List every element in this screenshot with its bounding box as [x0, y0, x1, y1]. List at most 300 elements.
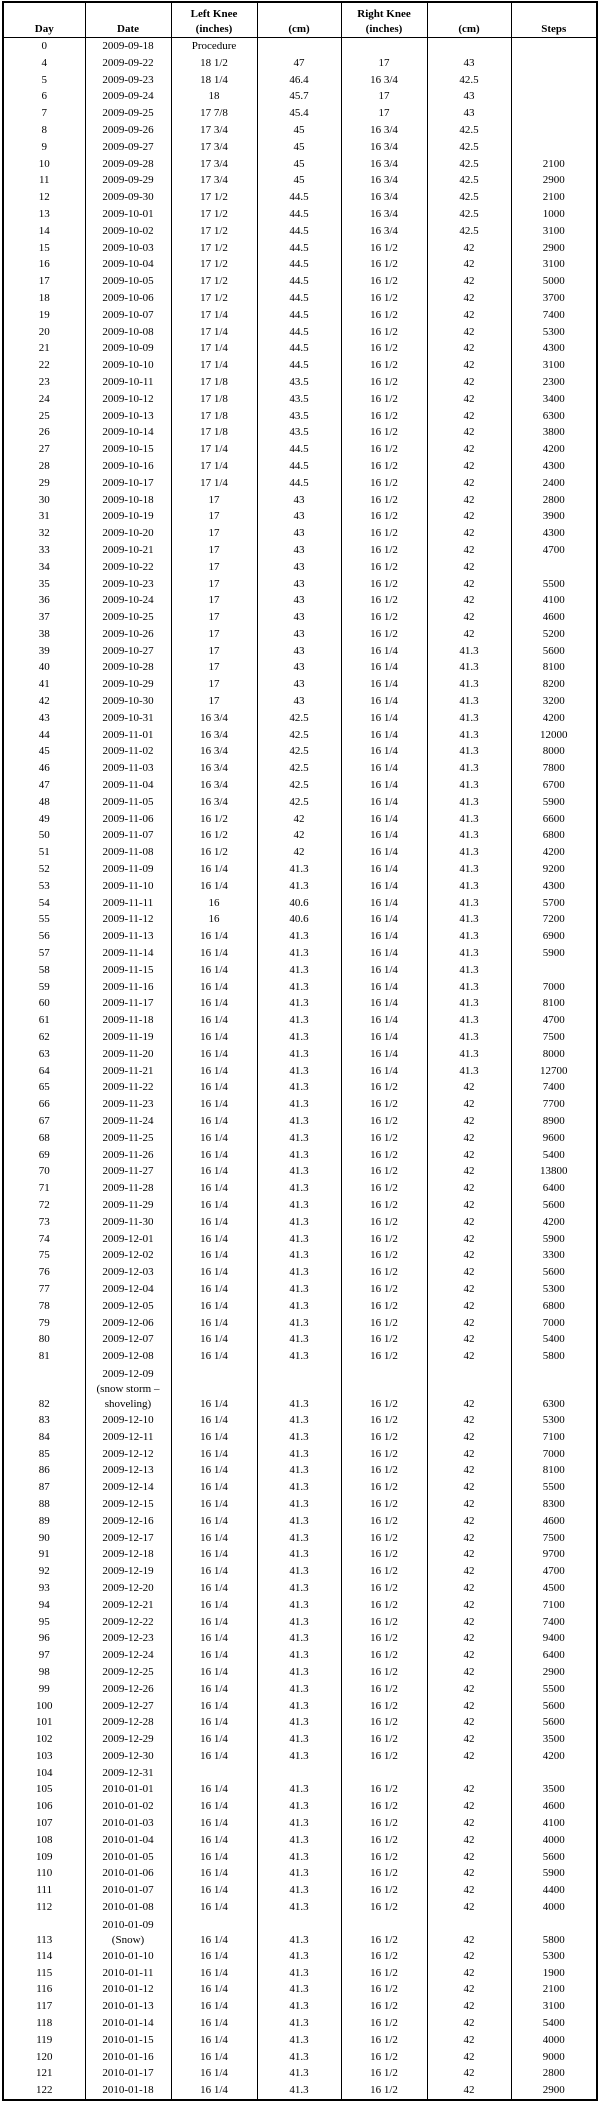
left-knee-inches-cell: Procedure: [171, 38, 257, 55]
day-cell: 8: [3, 122, 85, 139]
day-cell: 70: [3, 1163, 85, 1180]
date-cell: 2009-10-09: [85, 340, 171, 357]
left-knee-inches-cell: 17 3/4: [171, 122, 257, 139]
day-cell: 15: [3, 240, 85, 257]
left-knee-cm-cell: 41.3: [257, 1264, 341, 1281]
date-cell: 2009-12-25: [85, 1664, 171, 1681]
left-knee-inches-cell: 17 3/4: [171, 156, 257, 173]
right-knee-inches-cell: 16 1/4: [341, 811, 427, 828]
steps-cell: [511, 88, 597, 105]
date-cell: 2010-01-04: [85, 1832, 171, 1849]
left-knee-cm-cell: 42.5: [257, 727, 341, 744]
left-knee-inches-cell: 16 1/4: [171, 2015, 257, 2032]
day-cell: 114: [3, 1948, 85, 1965]
steps-cell: 5900: [511, 794, 597, 811]
left-knee-cm-cell: 43: [257, 492, 341, 509]
table-body: [3, 38, 597, 2101]
day-cell: 22: [3, 357, 85, 374]
left-knee-inches-cell: 17 1/8: [171, 424, 257, 441]
day-cell: 23: [3, 374, 85, 391]
steps-cell: 8000: [511, 1046, 597, 1063]
left-knee-cm-cell: 43: [257, 508, 341, 525]
steps-cell: 4000: [511, 1832, 597, 1849]
right-knee-inches-cell: 16 1/2: [341, 1597, 427, 1614]
steps-cell: 7400: [511, 1079, 597, 1096]
right-knee-inches-cell: 16 1/2: [341, 1882, 427, 1899]
day-cell: 95: [3, 1614, 85, 1631]
left-knee-cm-cell: 41.3: [257, 1496, 341, 1513]
right-knee-inches-cell: 16 1/2: [341, 508, 427, 525]
left-knee-cm-cell: 42.5: [257, 760, 341, 777]
date-cell: 2009-11-07: [85, 827, 171, 844]
right-knee-cm-cell: 42: [427, 1231, 511, 1248]
steps-cell: 5200: [511, 626, 597, 643]
left-knee-inches-cell: 17 1/4: [171, 441, 257, 458]
table-row: [3, 1012, 597, 1029]
right-knee-cm-cell: 42: [427, 1748, 511, 1765]
steps-cell: 1000: [511, 206, 597, 223]
day-cell: 52: [3, 861, 85, 878]
right-knee-cm-cell: 41.3: [427, 659, 511, 676]
table-row: [3, 475, 597, 492]
table-row: [3, 172, 597, 189]
right-knee-cm-cell: 42.5: [427, 172, 511, 189]
day-cell: 80: [3, 1331, 85, 1348]
day-cell: 118: [3, 2015, 85, 2032]
day-cell: 121: [3, 2065, 85, 2082]
date-cell: 2009-11-28: [85, 1180, 171, 1197]
left-knee-inches-cell: 16 1/4: [171, 1197, 257, 1214]
right-knee-inches-cell: 17: [341, 105, 427, 122]
left-knee-cm-cell: 41.3: [257, 878, 341, 895]
steps-cell: 9700: [511, 1546, 597, 1563]
day-cell: 81: [3, 1348, 85, 1365]
date-cell: 2009-12-28: [85, 1714, 171, 1731]
right-knee-cm-cell: 41.3: [427, 643, 511, 660]
left-knee-cm-cell: 41.3: [257, 1965, 341, 1982]
steps-cell: 5300: [511, 1948, 597, 1965]
right-knee-inches-cell: 16 1/2: [341, 1130, 427, 1147]
steps-cell: 5400: [511, 1147, 597, 1164]
right-knee-inches-cell: 16 1/2: [341, 542, 427, 559]
date-cell: 2009-12-01: [85, 1231, 171, 1248]
left-knee-cm-cell: 45: [257, 139, 341, 156]
table-row: [3, 1348, 597, 1365]
right-knee-inches-cell: 16 1/2: [341, 1798, 427, 1815]
steps-cell: 12000: [511, 727, 597, 744]
right-knee-cm-cell: 42: [427, 1412, 511, 1429]
date-cell: 2009-10-04: [85, 256, 171, 273]
left-knee-cm-cell: 44.5: [257, 357, 341, 374]
left-knee-cm-cell: 43.5: [257, 391, 341, 408]
steps-cell: [511, 72, 597, 89]
steps-cell: 4200: [511, 441, 597, 458]
right-knee-cm-cell: 42: [427, 1446, 511, 1463]
table-row: [3, 844, 597, 861]
right-knee-cm-cell: 42: [427, 1563, 511, 1580]
right-knee-cm-cell: [427, 38, 511, 55]
table-row: [3, 1264, 597, 1281]
left-knee-inches-cell: 16 1/4: [171, 1798, 257, 1815]
right-knee-cm-cell: 42: [427, 1214, 511, 1231]
right-knee-cm-cell: 42: [427, 1197, 511, 1214]
date-cell: 2009-11-30: [85, 1214, 171, 1231]
left-knee-cm-cell: 41.3: [257, 1348, 341, 1365]
table-row: [3, 156, 597, 173]
right-knee-cm-cell: 42: [427, 1496, 511, 1513]
column-header-day: Day: [3, 2, 85, 38]
steps-cell: 5600: [511, 1698, 597, 1715]
right-knee-cm-cell: 42: [427, 1815, 511, 1832]
steps-cell: 12700: [511, 1063, 597, 1080]
right-knee-inches-cell: 16 1/4: [341, 962, 427, 979]
left-knee-cm-cell: 41.3: [257, 1247, 341, 1264]
left-knee-inches-cell: 16 1/4: [171, 1029, 257, 1046]
date-cell: 2009-12-22: [85, 1614, 171, 1631]
left-knee-cm-cell: 43.5: [257, 424, 341, 441]
left-knee-cm-cell: 42.5: [257, 743, 341, 760]
right-knee-inches-cell: 16 1/2: [341, 559, 427, 576]
left-knee-cm-cell: 41.3: [257, 2015, 341, 2032]
right-knee-inches-cell: 16 1/2: [341, 1948, 427, 1965]
day-cell: 109: [3, 1849, 85, 1866]
left-knee-cm-cell: 41.3: [257, 928, 341, 945]
header-row: [3, 2, 597, 38]
date-cell: 2009-12-07: [85, 1331, 171, 1348]
left-knee-inches-cell: 16 1/4: [171, 1130, 257, 1147]
right-knee-cm-cell: 42: [427, 576, 511, 593]
left-knee-cm-cell: 43: [257, 542, 341, 559]
left-knee-cm-cell: 43: [257, 643, 341, 660]
right-knee-inches-cell: 16 3/4: [341, 206, 427, 223]
day-cell: 19: [3, 307, 85, 324]
table-row: [3, 1180, 597, 1197]
right-knee-cm-cell: 43: [427, 105, 511, 122]
day-cell: 67: [3, 1113, 85, 1130]
day-cell: 26: [3, 424, 85, 441]
day-cell: 16: [3, 256, 85, 273]
day-cell: 6: [3, 88, 85, 105]
right-knee-inches-cell: 16 1/4: [341, 844, 427, 861]
left-knee-inches-cell: 16 1/4: [171, 1731, 257, 1748]
right-knee-cm-cell: 42: [427, 1180, 511, 1197]
right-knee-inches-cell: 16 1/2: [341, 1899, 427, 1916]
right-knee-cm-cell: 42: [427, 1781, 511, 1798]
left-knee-cm-cell: 41.3: [257, 1046, 341, 1063]
date-cell: 2009-12-02: [85, 1247, 171, 1264]
left-knee-inches-cell: 17 7/8: [171, 105, 257, 122]
steps-cell: 5500: [511, 576, 597, 593]
right-knee-cm-cell: 42: [427, 1315, 511, 1332]
right-knee-inches-cell: 16 1/2: [341, 1681, 427, 1698]
left-knee-cm-cell: 41.3: [257, 1899, 341, 1916]
right-knee-cm-cell: 42.5: [427, 189, 511, 206]
table-row: [3, 38, 597, 55]
right-knee-inches-cell: 16 1/4: [341, 693, 427, 710]
table-row: [3, 710, 597, 727]
left-knee-inches-cell: 16 3/4: [171, 794, 257, 811]
steps-cell: [511, 38, 597, 55]
left-knee-inches-cell: 16 1/4: [171, 928, 257, 945]
steps-cell: 7400: [511, 1614, 597, 1631]
day-cell: 99: [3, 1681, 85, 1698]
day-cell: 7: [3, 105, 85, 122]
steps-cell: 5400: [511, 2015, 597, 2032]
day-cell: 106: [3, 1798, 85, 1815]
left-knee-cm-cell: [257, 38, 341, 55]
right-knee-cm-cell: 42: [427, 1298, 511, 1315]
right-knee-inches-cell: 16 1/2: [341, 1781, 427, 1798]
date-cell: 2009-12-13: [85, 1462, 171, 1479]
left-knee-inches-cell: 17 3/4: [171, 139, 257, 156]
date-cell: 2009-09-30: [85, 189, 171, 206]
day-cell: 41: [3, 676, 85, 693]
table-row: [3, 1546, 597, 1563]
right-knee-inches-cell: 16 1/2: [341, 492, 427, 509]
table-row: [3, 911, 597, 928]
right-knee-inches-cell: 16 1/4: [341, 1029, 427, 1046]
right-knee-cm-cell: 42: [427, 1365, 511, 1412]
table-row: [3, 1197, 597, 1214]
day-cell: 76: [3, 1264, 85, 1281]
right-knee-cm-cell: 42: [427, 1130, 511, 1147]
right-knee-inches-cell: 16 3/4: [341, 156, 427, 173]
day-cell: 87: [3, 1479, 85, 1496]
date-cell: 2009-10-26: [85, 626, 171, 643]
date-cell: 2010-01-01: [85, 1781, 171, 1798]
right-knee-cm-cell: 42: [427, 1580, 511, 1597]
day-cell: 63: [3, 1046, 85, 1063]
right-knee-cm-cell: 42: [427, 1899, 511, 1916]
right-knee-cm-cell: 42: [427, 1597, 511, 1614]
right-knee-inches-cell: 16 1/4: [341, 760, 427, 777]
left-knee-cm-cell: 43: [257, 525, 341, 542]
left-knee-cm-cell: 41.3: [257, 945, 341, 962]
date-cell: 2009-11-02: [85, 743, 171, 760]
right-knee-cm-cell: 42: [427, 1630, 511, 1647]
right-knee-inches-cell: 16 1/4: [341, 727, 427, 744]
left-knee-cm-cell: 41.3: [257, 2032, 341, 2049]
steps-cell: 7000: [511, 1446, 597, 1463]
table-row: [3, 307, 597, 324]
date-cell: 2009-12-31: [85, 1765, 171, 1782]
right-knee-cm-cell: 42.5: [427, 139, 511, 156]
steps-cell: 8200: [511, 676, 597, 693]
table-row: [3, 643, 597, 660]
day-cell: 36: [3, 592, 85, 609]
left-knee-cm-cell: 41.3: [257, 1365, 341, 1412]
right-knee-inches-cell: 16 1/4: [341, 861, 427, 878]
left-knee-cm-cell: 43: [257, 676, 341, 693]
day-cell: 122: [3, 2082, 85, 2100]
steps-cell: 4700: [511, 1563, 597, 1580]
left-knee-inches-cell: 16 1/4: [171, 1214, 257, 1231]
left-knee-cm-cell: 40.6: [257, 911, 341, 928]
right-knee-inches-cell: 16 3/4: [341, 72, 427, 89]
day-cell: 89: [3, 1513, 85, 1530]
left-knee-inches-cell: 17 1/2: [171, 189, 257, 206]
left-knee-cm-cell: 41.3: [257, 962, 341, 979]
right-knee-cm-cell: 42: [427, 1429, 511, 1446]
steps-cell: 6300: [511, 1365, 597, 1412]
date-cell: 2010-01-11: [85, 1965, 171, 1982]
right-knee-cm-cell: 41.3: [427, 1063, 511, 1080]
right-knee-inches-cell: 16 1/4: [341, 1046, 427, 1063]
left-knee-cm-cell: 41.3: [257, 1748, 341, 1765]
table-row: [3, 340, 597, 357]
left-knee-inches-cell: 17 3/4: [171, 172, 257, 189]
left-knee-inches-cell: 16 1/4: [171, 2049, 257, 2066]
right-knee-cm-cell: 42: [427, 307, 511, 324]
date-cell: 2009-12-27: [85, 1698, 171, 1715]
table-row: [3, 878, 597, 895]
left-knee-cm-cell: 41.3: [257, 1029, 341, 1046]
left-knee-inches-cell: 16 1/2: [171, 811, 257, 828]
left-knee-inches-cell: 16 1/4: [171, 1981, 257, 1998]
day-cell: 86: [3, 1462, 85, 1479]
right-knee-inches-cell: 16 1/2: [341, 592, 427, 609]
left-knee-inches-cell: 16 1/4: [171, 2065, 257, 2082]
date-cell: 2009-12-20: [85, 1580, 171, 1597]
date-cell: 2009-11-19: [85, 1029, 171, 1046]
steps-cell: 2100: [511, 156, 597, 173]
left-knee-inches-cell: 16 1/4: [171, 1331, 257, 1348]
right-knee-inches-cell: 16 1/4: [341, 1063, 427, 1080]
right-knee-cm-cell: 42: [427, 256, 511, 273]
day-cell: 107: [3, 1815, 85, 1832]
left-knee-inches-cell: 16 3/4: [171, 727, 257, 744]
steps-cell: 1900: [511, 1965, 597, 1982]
date-cell: 2010-01-07: [85, 1882, 171, 1899]
steps-cell: 5500: [511, 1479, 597, 1496]
right-knee-cm-cell: 42: [427, 1546, 511, 1563]
day-cell: 57: [3, 945, 85, 962]
date-cell: 2009-11-23: [85, 1096, 171, 1113]
right-knee-cm-cell: 42: [427, 1530, 511, 1547]
date-cell: 2009-12-30: [85, 1748, 171, 1765]
day-cell: 28: [3, 458, 85, 475]
right-knee-cm-cell: 42: [427, 391, 511, 408]
table-row: [3, 2049, 597, 2066]
table-row: [3, 290, 597, 307]
date-cell: 2009-10-21: [85, 542, 171, 559]
day-cell: 18: [3, 290, 85, 307]
left-knee-cm-cell: 41.3: [257, 1079, 341, 1096]
day-cell: 13: [3, 206, 85, 223]
left-knee-cm-cell: 41.3: [257, 1197, 341, 1214]
left-knee-inches-cell: 16 1/4: [171, 1113, 257, 1130]
steps-cell: 5800: [511, 1916, 597, 1948]
right-knee-cm-cell: [427, 1765, 511, 1782]
table-row: [3, 1798, 597, 1815]
right-knee-inches-cell: 16 1/2: [341, 1698, 427, 1715]
left-knee-cm-cell: 41.3: [257, 1147, 341, 1164]
right-knee-inches-cell: 16 1/2: [341, 1446, 427, 1463]
day-cell: 120: [3, 2049, 85, 2066]
table-row: [3, 508, 597, 525]
right-knee-inches-cell: 16 1/4: [341, 710, 427, 727]
table-row: [3, 2082, 597, 2100]
table-row: [3, 139, 597, 156]
steps-cell: 6900: [511, 928, 597, 945]
steps-cell: 2800: [511, 2065, 597, 2082]
table-row: [3, 1530, 597, 1547]
date-cell: 2009-11-18: [85, 1012, 171, 1029]
left-knee-cm-cell: 41.3: [257, 1698, 341, 1715]
left-knee-inches-cell: 17: [171, 693, 257, 710]
day-cell: 4: [3, 55, 85, 72]
steps-cell: 7100: [511, 1429, 597, 1446]
table-row: [3, 1965, 597, 1982]
left-knee-cm-cell: 42: [257, 844, 341, 861]
right-knee-inches-cell: 16 1/4: [341, 895, 427, 912]
date-cell: 2010-01-16: [85, 2049, 171, 2066]
right-knee-inches-cell: 16 1/2: [341, 1849, 427, 1866]
left-knee-cm-cell: 44.5: [257, 256, 341, 273]
day-cell: 105: [3, 1781, 85, 1798]
steps-cell: 3100: [511, 223, 597, 240]
day-cell: 83: [3, 1412, 85, 1429]
date-cell: 2009-10-06: [85, 290, 171, 307]
table-row: [3, 1865, 597, 1882]
table-row: [3, 424, 597, 441]
day-cell: 113: [3, 1916, 85, 1948]
date-cell: 2009-11-01: [85, 727, 171, 744]
left-knee-inches-cell: 16 1/4: [171, 1264, 257, 1281]
table-row: [3, 1681, 597, 1698]
table-row: [3, 88, 597, 105]
left-knee-cm-cell: 44.5: [257, 240, 341, 257]
left-knee-inches-cell: 17 1/8: [171, 408, 257, 425]
left-knee-inches-cell: 18: [171, 88, 257, 105]
left-knee-inches-cell: 16 1/4: [171, 1849, 257, 1866]
date-cell: 2010-01-17: [85, 2065, 171, 2082]
steps-cell: 5900: [511, 1865, 597, 1882]
right-knee-cm-cell: 42: [427, 290, 511, 307]
steps-cell: 5000: [511, 273, 597, 290]
left-knee-inches-cell: 17: [171, 542, 257, 559]
left-knee-inches-cell: 16: [171, 911, 257, 928]
left-knee-inches-cell: 16 1/4: [171, 1096, 257, 1113]
left-knee-cm-cell: 41.3: [257, 1315, 341, 1332]
left-knee-inches-cell: 17 1/2: [171, 290, 257, 307]
day-cell: 51: [3, 844, 85, 861]
table-row: [3, 324, 597, 341]
date-cell: 2009-09-27: [85, 139, 171, 156]
date-cell: 2009-12-10: [85, 1412, 171, 1429]
right-knee-cm-cell: 42: [427, 1348, 511, 1365]
right-knee-inches-cell: 16 3/4: [341, 189, 427, 206]
table-row: [3, 1832, 597, 1849]
right-knee-inches-cell: 16 1/2: [341, 290, 427, 307]
right-knee-cm-cell: 42: [427, 340, 511, 357]
left-knee-cm-cell: 44.5: [257, 290, 341, 307]
steps-cell: [511, 962, 597, 979]
left-knee-inches-cell: 17 1/2: [171, 256, 257, 273]
table-row: [3, 811, 597, 828]
left-knee-cm-cell: 41.3: [257, 1998, 341, 2015]
left-knee-inches-cell: 17 1/2: [171, 240, 257, 257]
day-cell: 47: [3, 777, 85, 794]
date-cell: 2010-01-05: [85, 1849, 171, 1866]
date-cell: 2010-01-15: [85, 2032, 171, 2049]
date-cell: 2009-12-09 (snow storm – shoveling): [85, 1365, 171, 1412]
right-knee-cm-cell: 41.3: [427, 676, 511, 693]
left-knee-inches-cell: 16 1/4: [171, 1479, 257, 1496]
left-knee-inches-cell: 16 1/4: [171, 1412, 257, 1429]
right-knee-inches-cell: 16 1/2: [341, 1231, 427, 1248]
date-cell: 2009-10-13: [85, 408, 171, 425]
